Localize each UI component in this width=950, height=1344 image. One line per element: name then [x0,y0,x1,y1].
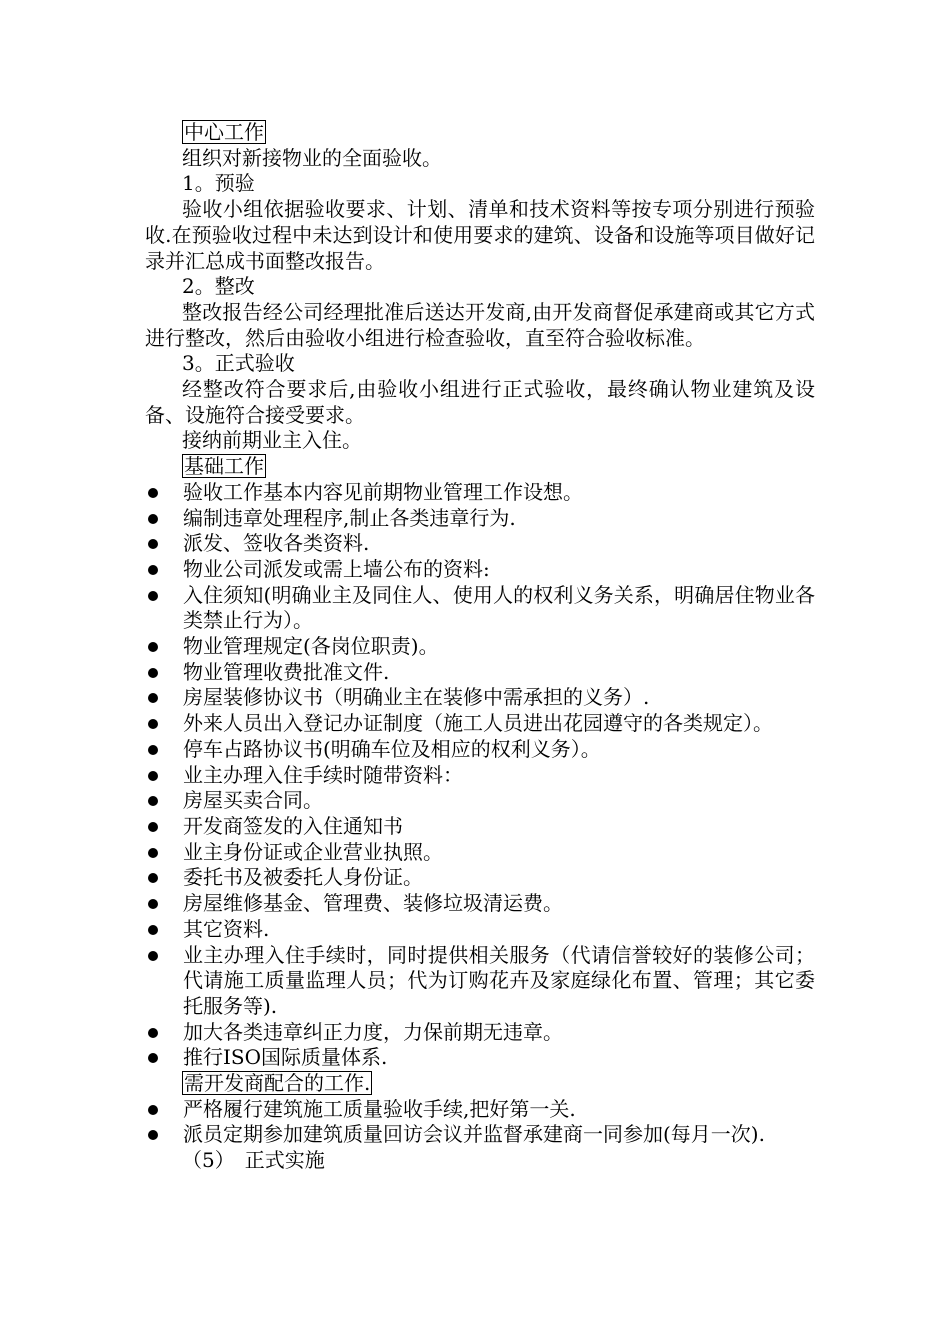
closing-text: 接纳前期业主入住。 [182,428,362,453]
bullet-item: 入住须知(明确业主及同住人、使用人的权利义务关系，明确居住物业各类禁止行为）。 [145,583,815,634]
bullet-icon [148,899,158,909]
bullet-item: 加大各类违章纠正力度，力保前期无违章。 [145,1020,815,1046]
section-heading-developer-cooperation [145,1071,815,1097]
bullet-item: 房屋维修基金、管理费、装修垃圾清运费。 [145,891,815,917]
bullet-item: 物业公司派发或需上墙公布的资料: [145,557,815,583]
bullet-item: 开发商签发的入住通知书 [145,814,815,840]
bullet-item: 房屋买卖合同。 [145,788,815,814]
bullet-icon [148,1028,158,1038]
section-heading-basic-work [145,454,815,480]
bullet-icon [148,1105,158,1115]
boxed-heading: 基础工作 [184,454,264,479]
bullet-item: 房屋装修协议书（明确业主在装修中需承担的义务）. [145,685,815,711]
bullet-icon [148,514,158,524]
bullet-icon [148,668,158,678]
bullet-item: 业主办理入住手续时随带资料： [145,763,815,789]
bullet-item: 业主身份证或企业营业执照。 [145,840,815,866]
bullet-item: 编制违章处理程序,制止各类违章行为. [145,506,815,532]
bullet-icon [148,796,158,806]
boxed-heading: 中心工作 [184,120,264,144]
document-body [145,120,815,1174]
paragraph: 验收小组依据验收要求、计划、清单和技术资料等按专项分别进行预验收.在预验收过程中未达到设计和使用要求的建筑、设备和设施等项目做好记录并汇总成书面整改报告。 [145,197,815,273]
bullet-icon [148,1130,158,1140]
bullet-icon [148,873,158,883]
bullet-item: 业主办理入住手续时，同时提供相关服务（代请信誉较好的装修公司；代请施工质量监理人员；代为订购花卉及家庭绿化布置、管理；其它委托服务等). [145,943,815,1020]
paragraph: 经整改符合要求后,由验收小组进行正式验收，最终确认物业建筑及设备、设施符合接受要求。 [145,377,815,427]
bullet-item: 其它资料. [145,917,815,943]
bullet-item: 推行ISO国际质量体系. [145,1045,815,1071]
bullet-item: 停车占路协议书(明确车位及相应的权利义务）。 [145,737,815,763]
step-title: 3。正式验收 [182,351,295,376]
intro-text: 组织对新接物业的全面验收。 [182,145,442,170]
bullet-item: 外来人员出入登记办证制度（施工人员进出花园遵守的各类规定）。 [145,711,815,737]
step-title: 2。整改 [182,274,255,299]
bullet-icon [148,565,158,575]
bullet-icon [148,848,158,858]
bullet-icon [148,1053,158,1063]
bullet-item: 物业管理收费批准文件. [145,660,815,686]
bullet-icon [148,822,158,832]
paragraph: 整改报告经公司经理批准后送达开发商,由开发商督促承建商或其它方式进行整改，然后由验收小组进行检查验收，直至符合验收标准。 [145,299,815,350]
bullet-icon [148,951,158,961]
bullet-icon [148,488,158,498]
bullet-icon [148,642,158,652]
bullet-item: 派员定期参加建筑质量回访会议并监督承建商一同参加(每月一次). [145,1122,815,1148]
bullet-item: 物业管理规定(各岗位职责)。 [145,634,815,660]
bullet-icon [148,719,158,729]
bullet-icon [148,925,158,935]
bullet-icon [148,539,158,549]
section-heading-center-work [145,120,815,146]
bullet-item: 派发、签收各类资料. [145,531,815,557]
bullet-icon [148,693,158,703]
section-heading-formal-implementation: （5） 正式实施 [182,1148,325,1173]
bullet-item: 严格履行建筑施工质量验收手续,把好第一关. [145,1097,815,1123]
boxed-heading: 需开发商配合的工作. [184,1071,371,1096]
bullet-icon [148,771,158,781]
bullet-item: 委托书及被委托人身份证。 [145,865,815,891]
bullet-icon [148,591,158,601]
step-title: 1。预验 [182,171,255,196]
bullet-item: 验收工作基本内容见前期物业管理工作设想。 [145,480,815,506]
bullet-icon [148,745,158,755]
